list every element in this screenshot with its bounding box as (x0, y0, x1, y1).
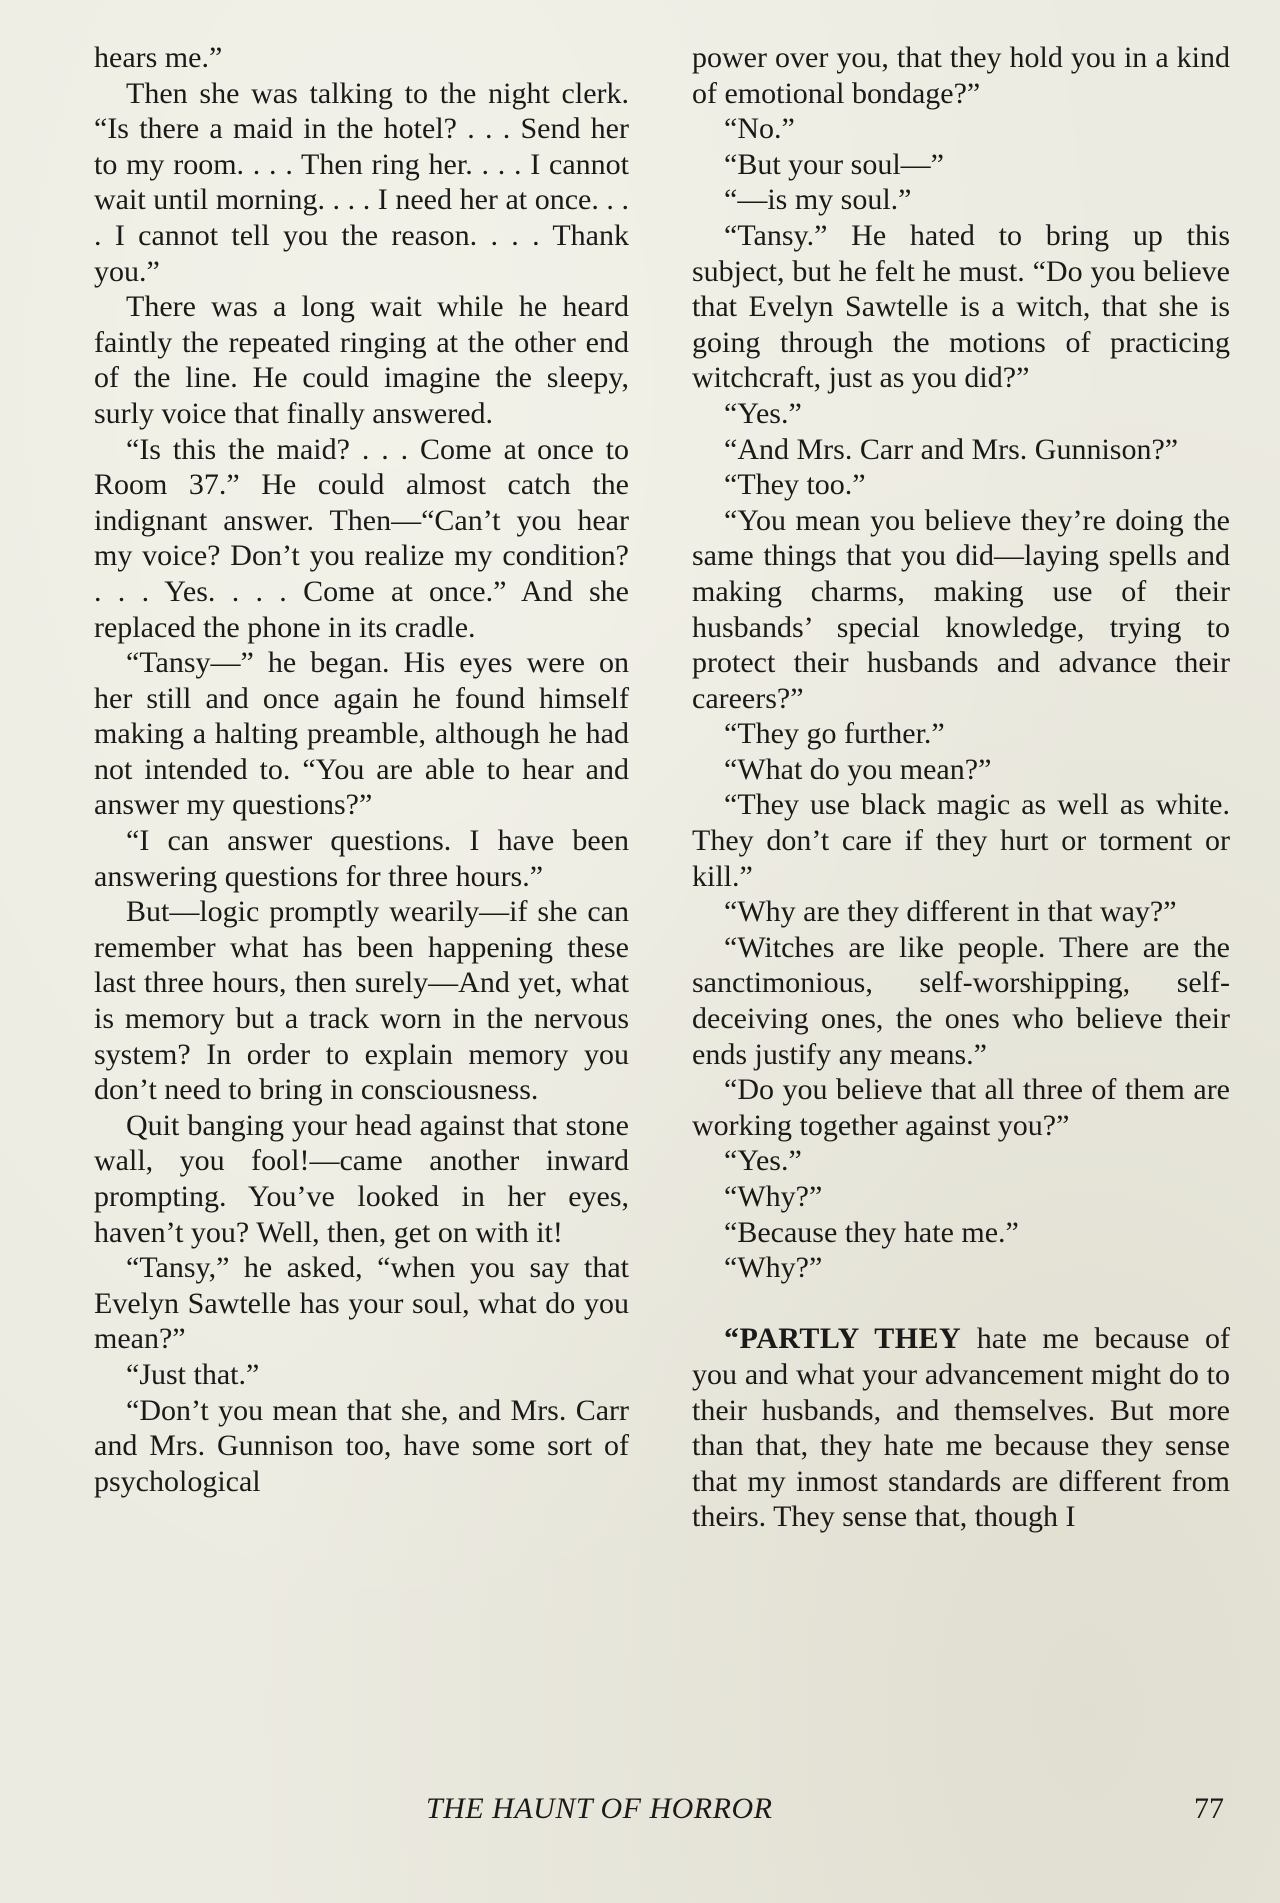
magazine-title-footer: THE HAUNT OF HORROR (426, 1792, 773, 1825)
paragraph: “—is my soul.” (724, 183, 912, 217)
paragraph: “They go further.” (724, 717, 945, 751)
section-break (692, 1286, 1230, 1322)
section-lead-text: hate me because of you and what your advancement might do to their husbands, and themselves. But more than that, they hate me because they sense that my inmost standards are different from theirs. They sense that, though I (692, 1322, 1231, 1534)
paragraph: “And Mrs. Carr and Mrs. Gunnison?” (724, 432, 1179, 466)
paragraph: But—logic promptly wearily—if she can remember what has been happening these last three hours, then surely—And yet, what is memory but a track worn in the nervous system? In order to explain memory you don’t need to bring in consciousness. (94, 895, 629, 1107)
paragraph: “Because they hate me.” (724, 1215, 1019, 1249)
paragraph: “But your soul—” (724, 147, 944, 181)
paragraph: “Why?” (724, 1180, 823, 1213)
paragraph: “Tansy,” he asked, “when you say that Evelyn Sawtelle has your soul, what do you mean?” (94, 1251, 629, 1356)
paragraph: “You mean you believe they’re doing the same things that you did—laying spells and making charms, making use of their husbands’ special knowledge, trying to protect their husbands and advance their careers?” (692, 503, 1230, 715)
paragraph: “Why are they different in that way?” (724, 895, 1177, 929)
paragraph: There was a long wait while he heard faintly the repeated ringing at the other end of the line. He could imagine the sleepy, surly voice that finally answered. (94, 290, 629, 430)
paragraph: “They too.” (724, 468, 866, 502)
paragraph: hears me.” (94, 41, 223, 74)
paragraph: “Witches are like people. There are the sanctimonious, self-worshipping, self-deceiving ones, the ones who believe their ends justify any means.” (692, 930, 1230, 1071)
paragraph: “I can answer questions. I have been answering questions for three hours.” (94, 824, 629, 893)
section-lead-caps: “PARTLY THEY (724, 1322, 962, 1356)
paragraph: “Why?” (724, 1251, 823, 1285)
section-lead-paragraph (692, 1321, 1230, 1535)
paragraph: “Yes.” (724, 1144, 802, 1178)
paragraph: “Tansy—” he began. His eyes were on her still and once again he found himself making a halting preamble, although he had not intended to. “You are able to hear and answer my questions?” (94, 646, 629, 822)
page-number: 77 (1194, 1792, 1224, 1825)
paragraph: Then she was talking to the night clerk. “Is there a maid in the hotel? . . . Send her to my room. . . . Then ring her. . . . I cannot wait until morning. . . . I need her at once. . . . I cannot tell you the reason. . . . Thank you.” (94, 76, 629, 288)
paragraph: “No.” (724, 112, 795, 146)
paragraph: “Just that.” (126, 1357, 260, 1391)
paragraph: Quit banging your head against that stone wall, you fool!—came another inward prompting. You’ve looked in her eyes, haven’t you? Well, then, get on with it! (94, 1108, 629, 1249)
paragraph: “Do you believe that all three of them are working together against you?” (692, 1073, 1230, 1142)
right-column (692, 40, 1230, 1535)
paragraph: power over you, that they hold you in a kind of emotional bondage?” (692, 41, 1230, 110)
paragraph: “Tansy.” He hated to bring up this subject, but he felt he must. “Do you believe that Evelyn Sawtelle is a witch, that she is going through the motions of practicing witchcraft, just as you did?” (692, 218, 1230, 395)
paragraph: “Is this the maid? . . . Come at once to Room 37.” He could almost catch the indignant answer. Then—“Can’t you hear my voice? Don’t you realize my condition? . . . Yes. . . . Come at once.” And she replaced the phone in its cradle. (94, 432, 629, 644)
paragraph: “Yes.” (724, 396, 802, 430)
paragraph: “They use black magic as well as white. They don’t care if they hurt or torment or kill.” (692, 788, 1230, 893)
paragraph: “What do you mean?” (724, 752, 992, 786)
paragraph: “Don’t you mean that she, and Mrs. Carr and Mrs. Gunnison too, have some sort of psychological (94, 1393, 629, 1498)
left-column (94, 40, 629, 1499)
